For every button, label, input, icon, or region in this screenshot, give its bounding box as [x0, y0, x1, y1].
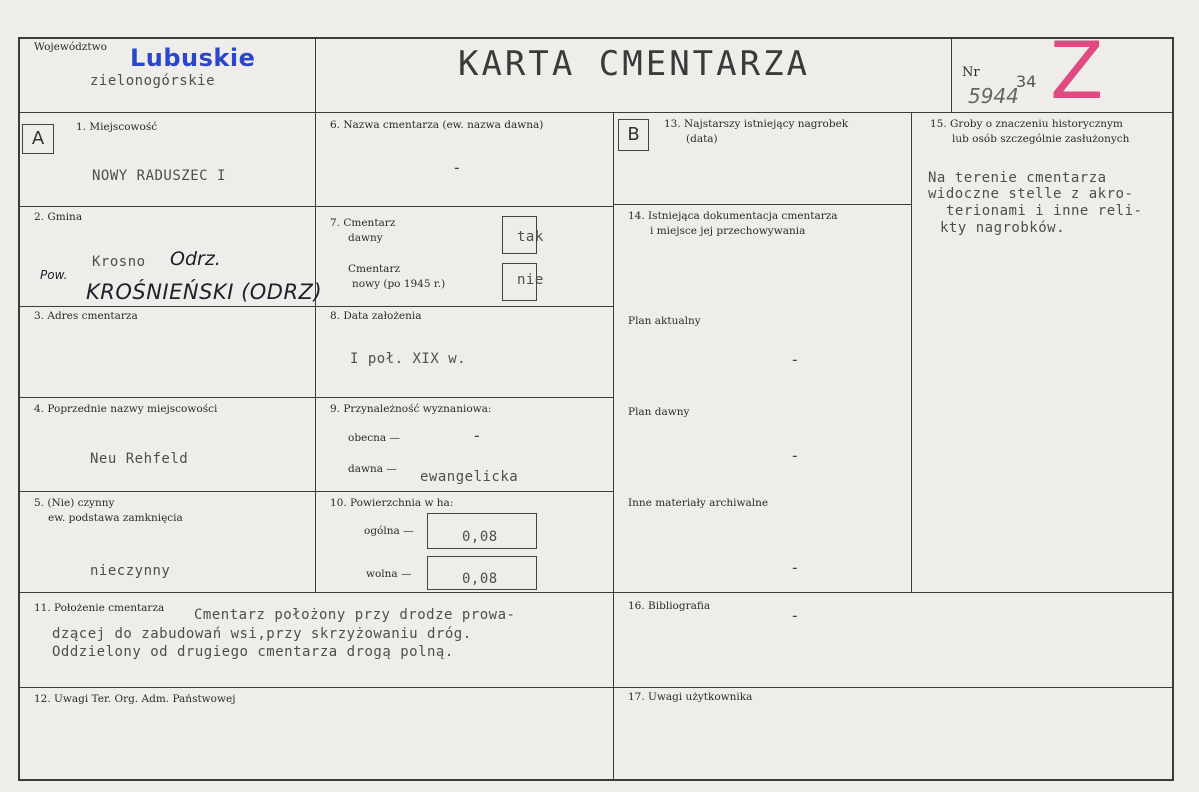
field-6-value: - [452, 158, 462, 177]
field-17-label: 17. Uwagi użytkownika [628, 691, 753, 703]
field-6-label: 6. Nazwa cmentarza (ew. nazwa dawna) [330, 119, 544, 131]
field-10-free-value: 0,08 [462, 571, 498, 587]
divider [613, 112, 614, 781]
field-9-current-value: - [472, 426, 482, 445]
field-5-value: nieczynny [90, 563, 171, 579]
field-7-label: 7. Cmentarz [330, 217, 396, 229]
field-3-label: 3. Adres cmentarza [34, 310, 138, 322]
divider [315, 112, 316, 592]
plan-old-value: - [790, 446, 800, 465]
divider [18, 397, 614, 398]
field-15-label: 15. Groby o znaczeniu historycznym [930, 118, 1123, 130]
field-10-total-label: ogólna — [364, 525, 414, 537]
nr-label: Nr [962, 65, 980, 80]
section-b-box: B [618, 119, 649, 151]
divider [614, 204, 912, 205]
field-7-new-label: Cmentarz [348, 263, 400, 275]
field-11-line2: dzącej do zabudowań wsi,przy skrzyżowaniu dróg. [52, 626, 472, 642]
divider [18, 112, 1174, 113]
field-1-value: NOWY RADUSZEC I [92, 168, 226, 184]
page-title: KARTA CMENTARZA [457, 44, 811, 84]
field-7-sublabel: dawny [348, 232, 383, 244]
category-letter: Z [1050, 27, 1104, 117]
voivodeship-stamp: Lubuskie [130, 44, 256, 72]
field-13-label: 13. Najstarszy istniejący nagrobek [664, 118, 849, 130]
field-8-label: 8. Data założenia [330, 310, 422, 322]
field-13-sublabel: (data) [686, 133, 718, 145]
field-14-label: 14. Istniejąca dokumentacja cmentarza [628, 210, 838, 222]
nr-value: 34 [1016, 72, 1037, 91]
field-9-former-label: dawna — [348, 463, 397, 475]
divider [18, 687, 1174, 688]
field-11-label: 11. Położenie cmentarza [34, 602, 165, 614]
divider [18, 592, 1174, 593]
field-15-line4: kty nagrobków. [940, 220, 1066, 236]
field-10-free-label: wolna — [366, 568, 412, 580]
field-9-label: 9. Przynależność wyznaniowa: [330, 403, 492, 415]
voivodeship-label: Województwo [34, 41, 107, 53]
field-9-current-label: obecna — [348, 432, 400, 444]
county-prefix: Pow. [40, 268, 68, 282]
section-a-box: A [22, 124, 54, 154]
field-10-total-value: 0,08 [462, 529, 498, 545]
field-4-label: 4. Poprzednie nazwy miejscowości [34, 403, 218, 415]
plan-current-label: Plan aktualny [628, 315, 701, 327]
county-value: KROŚNIEŃSKI (ODRZ) [86, 280, 323, 304]
field-7-new-value: nie [517, 272, 544, 288]
nr-handwritten: 5944 [968, 84, 1019, 108]
field-16-label: 16. Bibliografia [628, 600, 711, 612]
field-8-value: I poł. XIX w. [350, 351, 467, 367]
other-materials-label: Inne materiały archiwalne [628, 497, 769, 509]
field-11-line3: Oddzielony od drugiego cmentarza drogą polną. [52, 644, 454, 660]
field-7-new-sublabel: nowy (po 1945 r.) [352, 278, 446, 290]
divider [18, 491, 614, 492]
voivodeship-typed: zielonogórskie [90, 73, 216, 89]
field-5-label: 5. (Nie) czynny [34, 497, 115, 509]
other-materials-value: - [790, 558, 800, 577]
field-15-line3: terionami i inne reli- [946, 203, 1143, 219]
field-2-value: Krosno [92, 254, 146, 270]
field-7-old-value: tak [517, 229, 544, 245]
field-10-label: 10. Powierzchnia w ha: [330, 497, 454, 509]
field-4-value: Neu Rehfeld [90, 451, 189, 467]
field-14-sublabel: i miejsce jej przechowywania [650, 225, 806, 237]
plan-old-label: Plan dawny [628, 406, 690, 418]
divider [18, 306, 614, 307]
field-12-label: 12. Uwagi Ter. Org. Adm. Państwowej [34, 693, 236, 705]
field-11-line1: Cmentarz położony przy drodze prowa- [194, 607, 516, 623]
field-5-sublabel: ew. podstawa zamknięcia [48, 512, 183, 524]
field-15-line1: Na terenie cmentarza [928, 170, 1107, 186]
field-15-sublabel: lub osób szczególnie zasłużonych [952, 133, 1130, 145]
divider [18, 206, 614, 207]
field-2-label: 2. Gmina [34, 211, 83, 223]
plan-current-value: - [790, 350, 800, 369]
field-15-line2: widoczne stelle z akro- [928, 186, 1134, 202]
divider [911, 112, 912, 592]
field-9-former-value: ewangelicka [420, 469, 519, 485]
field-16-value: - [790, 606, 800, 625]
field-1-label: 1. Miejscowość [76, 121, 158, 133]
field-2-handwritten: Odrz. [170, 248, 221, 270]
